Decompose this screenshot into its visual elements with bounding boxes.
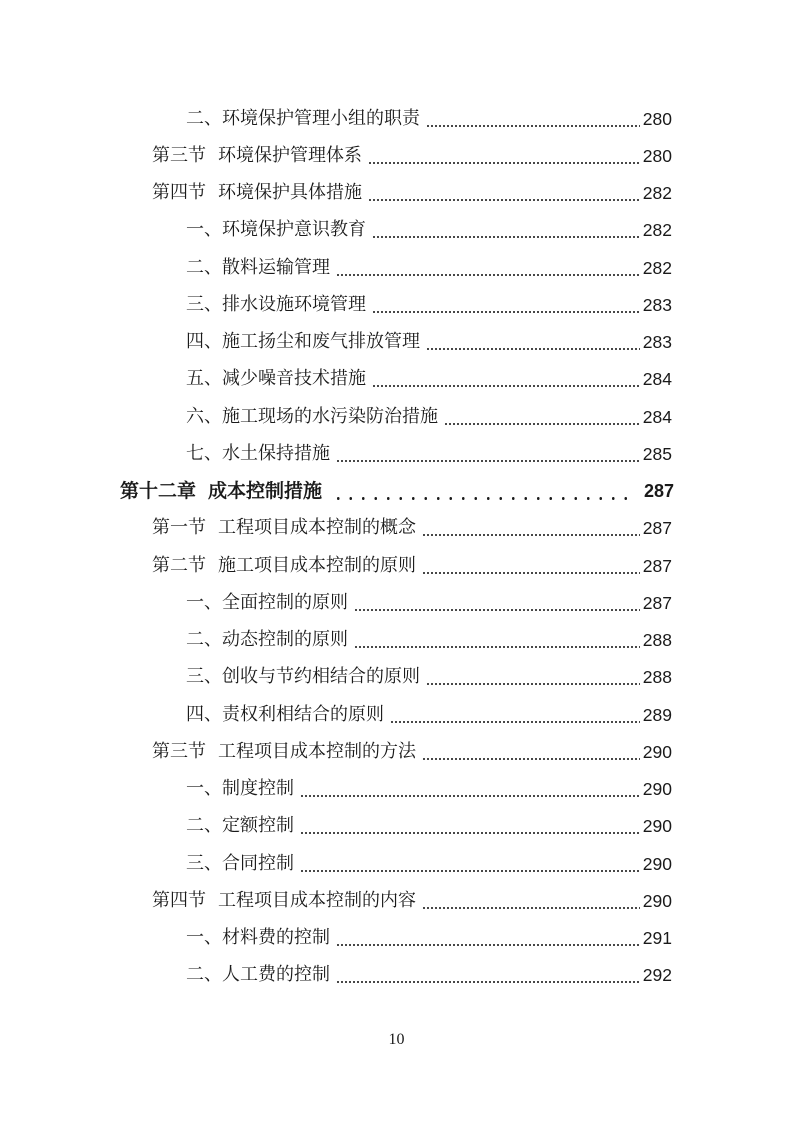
toc-entry-page: 282 <box>642 183 672 203</box>
toc-leader-dots <box>372 236 640 238</box>
toc-entry[interactable] <box>186 696 672 733</box>
toc-entry-page: 290 <box>642 890 672 911</box>
toc-entry-prefix: 二、 <box>186 256 222 278</box>
toc-entry-text: 环境保护管理小组的职责 <box>222 107 420 129</box>
toc-entry-prefix: 四、 <box>186 331 222 352</box>
toc-entry-page: 292 <box>642 965 672 986</box>
toc-entry-text: 材料费的控制 <box>222 927 330 948</box>
toc-entry-page: 288 <box>642 630 672 650</box>
toc-entry-text: 工程项目成本控制的方法 <box>218 740 416 762</box>
toc-entry-prefix: 第四节 <box>152 182 206 203</box>
toc-entry-text: 散料运输管理 <box>222 256 330 278</box>
toc-entry-title <box>152 516 416 540</box>
toc-entry-text: 减少噪音技术措施 <box>222 368 366 390</box>
toc-entry-prefix: 二、 <box>186 815 222 837</box>
toc-entry-title <box>152 889 416 913</box>
toc-leader-dots <box>300 832 640 834</box>
toc-entry[interactable] <box>152 733 672 770</box>
toc-entry-prefix: 第一节 <box>152 517 206 539</box>
toc-leader-dots <box>354 609 640 611</box>
toc-entry-text: 制度控制 <box>222 778 294 799</box>
toc-leader-dots <box>390 721 640 723</box>
toc-entry[interactable] <box>186 659 672 696</box>
toc-entry-prefix: 五、 <box>186 368 222 390</box>
toc-leader-dots <box>422 572 640 574</box>
toc-entry-title <box>186 330 420 354</box>
toc-leader-dots <box>336 460 640 462</box>
toc-entry-title <box>152 181 362 205</box>
toc-entry-text: 动态控制的原则 <box>222 629 348 650</box>
toc-entry[interactable] <box>186 212 672 249</box>
toc-entry-page: 290 <box>642 779 672 799</box>
toc-entry[interactable] <box>186 361 672 398</box>
toc-entry-page: 287 <box>642 592 672 613</box>
toc-leader-dots <box>422 907 640 909</box>
toc-entry-title <box>186 256 330 280</box>
toc-entry-title <box>186 591 348 615</box>
toc-entry-text: 环境保护具体措施 <box>218 182 362 203</box>
toc-leader-dots <box>332 497 634 500</box>
toc-entry-prefix: 一、 <box>186 219 222 241</box>
toc-entry-page: 291 <box>642 928 672 948</box>
toc-entry[interactable] <box>152 137 672 174</box>
toc-entry-page: 283 <box>642 332 672 352</box>
toc-entry-text: 全面控制的原则 <box>222 591 348 613</box>
toc-entry[interactable] <box>186 100 672 137</box>
toc-entry-page: 280 <box>642 108 672 129</box>
toc-leader-dots <box>300 870 640 872</box>
toc-entry-text: 排水设施环境管理 <box>222 293 366 315</box>
toc-entry[interactable] <box>152 175 672 212</box>
toc-entry-text: 成本控制措施 <box>208 480 323 502</box>
toc-entry-title <box>120 479 322 503</box>
toc-leader-dots <box>422 534 640 536</box>
toc-leader-dots <box>368 199 640 201</box>
toc-leader-dots <box>372 311 640 313</box>
toc-entry-prefix: 二、 <box>186 964 222 986</box>
toc-entry-title <box>186 963 330 987</box>
toc-entry[interactable] <box>152 547 672 584</box>
toc-entry-text: 人工费的控制 <box>222 964 330 986</box>
toc-entry-prefix: 一、 <box>186 927 222 948</box>
toc-entry-page: 287 <box>642 518 672 539</box>
toc-entry-prefix: 第四节 <box>152 889 206 911</box>
toc-entry-prefix: 四、 <box>186 703 222 725</box>
toc-entry[interactable] <box>186 286 672 323</box>
toc-entry-text: 环境保护意识教育 <box>222 219 366 241</box>
toc-entry-title <box>186 442 330 466</box>
toc-entry-title <box>186 107 420 131</box>
toc-leader-dots <box>300 795 640 797</box>
toc-leader-dots <box>426 683 640 685</box>
toc-entry-title <box>152 144 362 168</box>
toc-entry-prefix: 第三节 <box>152 144 206 166</box>
toc-entry[interactable] <box>186 622 672 659</box>
toc-entry-text: 创收与节约相结合的原则 <box>222 666 420 688</box>
toc-entry-title <box>186 367 366 391</box>
toc-entry-title <box>152 554 416 578</box>
toc-leader-dots <box>426 125 640 127</box>
toc-entry-text: 合同控制 <box>222 852 294 874</box>
toc-entry[interactable] <box>186 808 672 845</box>
toc-entry[interactable] <box>186 398 672 435</box>
toc-entry-page: 285 <box>642 443 672 464</box>
toc-leader-dots <box>426 348 640 350</box>
toc-entry-title <box>152 740 416 764</box>
toc-entry-prefix: 三、 <box>186 852 222 874</box>
toc-entry-title <box>186 218 366 242</box>
toc-entry[interactable] <box>152 510 672 547</box>
toc-entry-page: 287 <box>643 481 674 501</box>
toc-entry[interactable] <box>186 920 672 957</box>
toc-entry-prefix: 三、 <box>186 293 222 315</box>
toc-leader-dots <box>336 944 640 946</box>
toc-entry-prefix: 第三节 <box>152 740 206 762</box>
toc-entry-text: 施工现场的水污染防治措施 <box>222 405 438 427</box>
toc-entry-page: 287 <box>642 555 672 576</box>
toc-leader-dots <box>354 646 640 648</box>
toc-entry-text: 工程项目成本控制的概念 <box>218 517 416 539</box>
toc-entry[interactable] <box>186 584 672 621</box>
toc-entry-page: 289 <box>642 704 672 725</box>
toc-entry-prefix: 一、 <box>186 591 222 613</box>
toc-entry-text: 工程项目成本控制的内容 <box>218 889 416 911</box>
toc-entry-page: 284 <box>642 369 672 390</box>
toc-entry-page: 284 <box>642 406 672 427</box>
toc-entry-page: 283 <box>642 294 672 315</box>
toc-leader-dots <box>368 162 640 164</box>
toc-entry-prefix: 二、 <box>186 107 222 129</box>
toc-entry-title <box>186 665 420 689</box>
toc-entry-prefix: 第二节 <box>152 554 206 576</box>
toc-entry-prefix: 二、 <box>186 629 222 650</box>
toc-entry-page: 282 <box>642 257 672 278</box>
toc-entry-prefix: 一、 <box>186 778 222 799</box>
toc-entry-title <box>186 703 384 727</box>
toc-entry-page: 290 <box>642 853 672 874</box>
toc-entry-text: 施工项目成本控制的原则 <box>218 554 416 576</box>
toc-entry[interactable] <box>120 473 674 510</box>
page-number: 10 <box>388 1031 405 1048</box>
toc-entry-page: 282 <box>642 220 672 241</box>
toc-entry[interactable] <box>186 845 672 882</box>
toc-entry-text: 责权利相结合的原则 <box>222 703 384 725</box>
toc-entry[interactable] <box>186 435 672 472</box>
toc-entry-prefix: 七、 <box>186 442 222 464</box>
toc-leader-dots <box>336 981 640 983</box>
toc-entry-text: 施工扬尘和废气排放管理 <box>222 331 420 352</box>
toc-entry-text: 定额控制 <box>222 815 294 837</box>
toc-leader-dots <box>444 423 640 425</box>
toc-entry-title <box>186 777 294 801</box>
toc-entry[interactable] <box>186 957 672 994</box>
toc-entry-page: 280 <box>642 145 672 166</box>
toc-entry[interactable] <box>186 249 672 286</box>
toc-entry[interactable] <box>186 324 672 361</box>
toc-entry[interactable] <box>152 882 672 919</box>
toc-leader-dots <box>422 758 640 760</box>
toc-leader-dots <box>336 274 640 276</box>
toc-entry-prefix: 三、 <box>186 666 222 688</box>
toc-entry-text: 环境保护管理体系 <box>218 144 362 166</box>
toc-entry-title <box>186 628 348 652</box>
toc-entry-prefix: 第十二章 <box>120 480 197 502</box>
toc-entry-title <box>186 926 330 950</box>
toc-entry-page: 290 <box>642 741 672 762</box>
toc-entry-title <box>186 293 366 317</box>
toc-entry-page: 288 <box>642 667 672 688</box>
toc-entry-title <box>186 405 438 429</box>
toc-entry[interactable] <box>186 771 672 808</box>
toc-entry-prefix: 六、 <box>186 405 222 427</box>
toc-entry-page: 290 <box>642 816 672 837</box>
toc-leader-dots <box>372 385 640 387</box>
toc-entry-title <box>186 852 294 876</box>
toc-entry-title <box>186 814 294 838</box>
toc-entry-text: 水土保持措施 <box>222 442 330 464</box>
